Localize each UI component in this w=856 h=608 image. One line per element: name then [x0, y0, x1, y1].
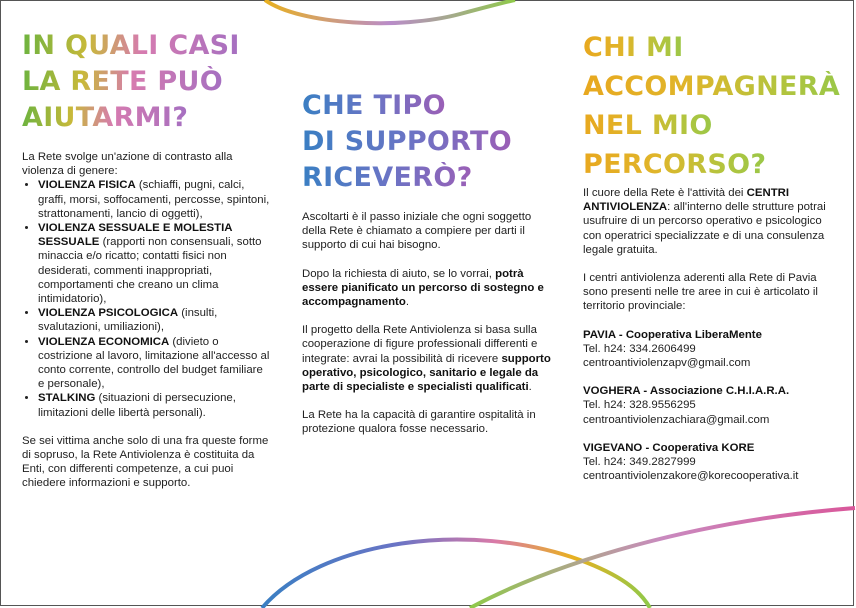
col2-paragraph: Ascoltarti è il passo iniziale che ogni soggetto della Rete è chiamato a compiere per darti il supporto di cui hai bisogno.	[302, 211, 532, 252]
center-phone: Tel. h24: 328.9556295	[583, 399, 696, 412]
list-item-title: STALKING	[38, 392, 96, 405]
list-item	[38, 306, 270, 334]
col1-intro: La Rete svolge un'azione di contrasto alla violenza di genere:	[22, 151, 233, 178]
center-name: VOGHERA - Associazione C.H.I.A.R.A.	[583, 385, 790, 398]
col3-title	[583, 28, 840, 184]
col1-title	[22, 28, 240, 136]
bold-span: CENTRI ANTIVIOLENZA	[583, 187, 790, 214]
list-item-text: (insulti, svalutazioni, umiliazioni),	[38, 307, 218, 334]
col1-title-line: IN QUALI CASI	[22, 30, 240, 61]
col1-title-line: AIUTARMI?	[22, 102, 189, 133]
bold-span: potrà essere pianificato un percorso di sostegno e accompagnamento	[302, 267, 544, 309]
text-span: : all'interno delle strutture potrai usufruire di un percorso operativo e psicologico con operatrici specializzate e di una consulenza legale gratuita.	[583, 201, 826, 256]
list-item	[38, 178, 270, 221]
list-item-title: VIOLENZA PSICOLOGICA	[38, 307, 179, 320]
center-phone: Tel. h24: 349.2827999	[583, 456, 696, 469]
list-item	[38, 391, 270, 419]
col3-title-line: ACCOMPAGNERÀ	[583, 71, 841, 102]
violence-list	[22, 178, 270, 419]
col3-paragraph: I centri antiviolenza aderenti alla Rete di Pavia sono presenti nelle tre aree in cui è articolato il territorio provinciale:	[583, 272, 818, 313]
col3-title-line: CHI MI	[583, 32, 684, 63]
text-span: .	[405, 296, 409, 309]
text-span: Il progetto della Rete Antiviolenza si basa sulla cooperazione di figure professionali differenti e integrate: avrai la possibilità di ricevere	[302, 324, 538, 365]
col3-title-line: PERCORSO?	[583, 149, 767, 180]
col1-body	[22, 150, 270, 491]
col2-paragraph	[302, 267, 556, 310]
text-span: .	[528, 381, 532, 394]
center-name: VIGEVANO - Cooperativa KORE	[583, 441, 755, 454]
bottom-arc-right	[470, 508, 855, 608]
col2-paragraph: La Rete ha la capacità di garantire ospitalità in protezione qualora fosse necessario.	[302, 409, 536, 436]
list-item	[38, 221, 270, 306]
col3-paragraph	[583, 186, 833, 257]
center-name: PAVIA - Cooperativa LiberaMente	[583, 328, 762, 341]
col2-title-line: CHE TIPO	[302, 90, 446, 121]
list-item-text: (situazioni di persecuzione, limitazioni delle libertà personali).	[38, 392, 236, 419]
col1-title-line: LA RETE PUÒ	[22, 66, 223, 97]
list-item-text: (divieto o costrizione al lavoro, limitazione all'accesso al conto corrente, controllo del budget familiare e personale),	[38, 335, 270, 391]
list-item-text: (rapporti non consensuali, sotto minaccia e/o ricatto; contatti fisici non desiderati, commenti inappropriati, comportamenti che creano un clima intimidatorio),	[38, 236, 262, 306]
list-item-title: VIOLENZA FISICA	[38, 179, 136, 192]
col2-title-line: DI SUPPORTO	[302, 126, 513, 157]
text-span: Il cuore della Rete è l'attività dei	[583, 187, 747, 199]
bold-span: supporto operativo, psicologico, sanitario e legale da parte di specialiste e specialisti qualificati	[302, 352, 551, 394]
center-vigevano	[583, 441, 833, 484]
list-item	[38, 335, 270, 392]
bottom-arc-left	[262, 540, 650, 608]
top-arc	[265, 0, 515, 23]
col1-outro: Se sei vittima anche solo di una fra queste forme di sopruso, la Rete Antiviolenza è costituita da Enti, con differenti competenze, a cui puoi chiedere informazioni e supporto.	[22, 434, 269, 490]
col3-body	[583, 186, 833, 483]
center-pavia	[583, 328, 833, 371]
center-email[interactable]: centroantiviolenzapv@gmail.com	[583, 357, 751, 370]
col2-paragraph	[302, 323, 556, 394]
text-span: Dopo la richiesta di aiuto, se lo vorrai,	[302, 267, 496, 280]
list-item-title: VIOLENZA ECONOMICA	[38, 335, 170, 348]
col2-title	[302, 88, 512, 196]
list-item-text: (schiaffi, pugni, calci, graffi, morsi, soffocamenti, percosse, spintoni, strattonamenti, lancio di oggetti),	[38, 179, 270, 220]
col2-title-line: RICEVERÒ?	[302, 162, 473, 193]
col3-title-line: NEL MIO	[583, 110, 713, 141]
center-email[interactable]: centroantiviolenzakore@korecooperativa.it	[583, 470, 799, 483]
list-item-title: VIOLENZA SESSUALE E MOLESTIA SESSUALE	[38, 222, 233, 249]
center-phone: Tel. h24: 334.2606499	[583, 342, 696, 355]
center-email[interactable]: centroantiviolenzachiara@gmail.com	[583, 413, 770, 426]
center-voghera	[583, 384, 833, 427]
col2-body	[302, 210, 556, 437]
